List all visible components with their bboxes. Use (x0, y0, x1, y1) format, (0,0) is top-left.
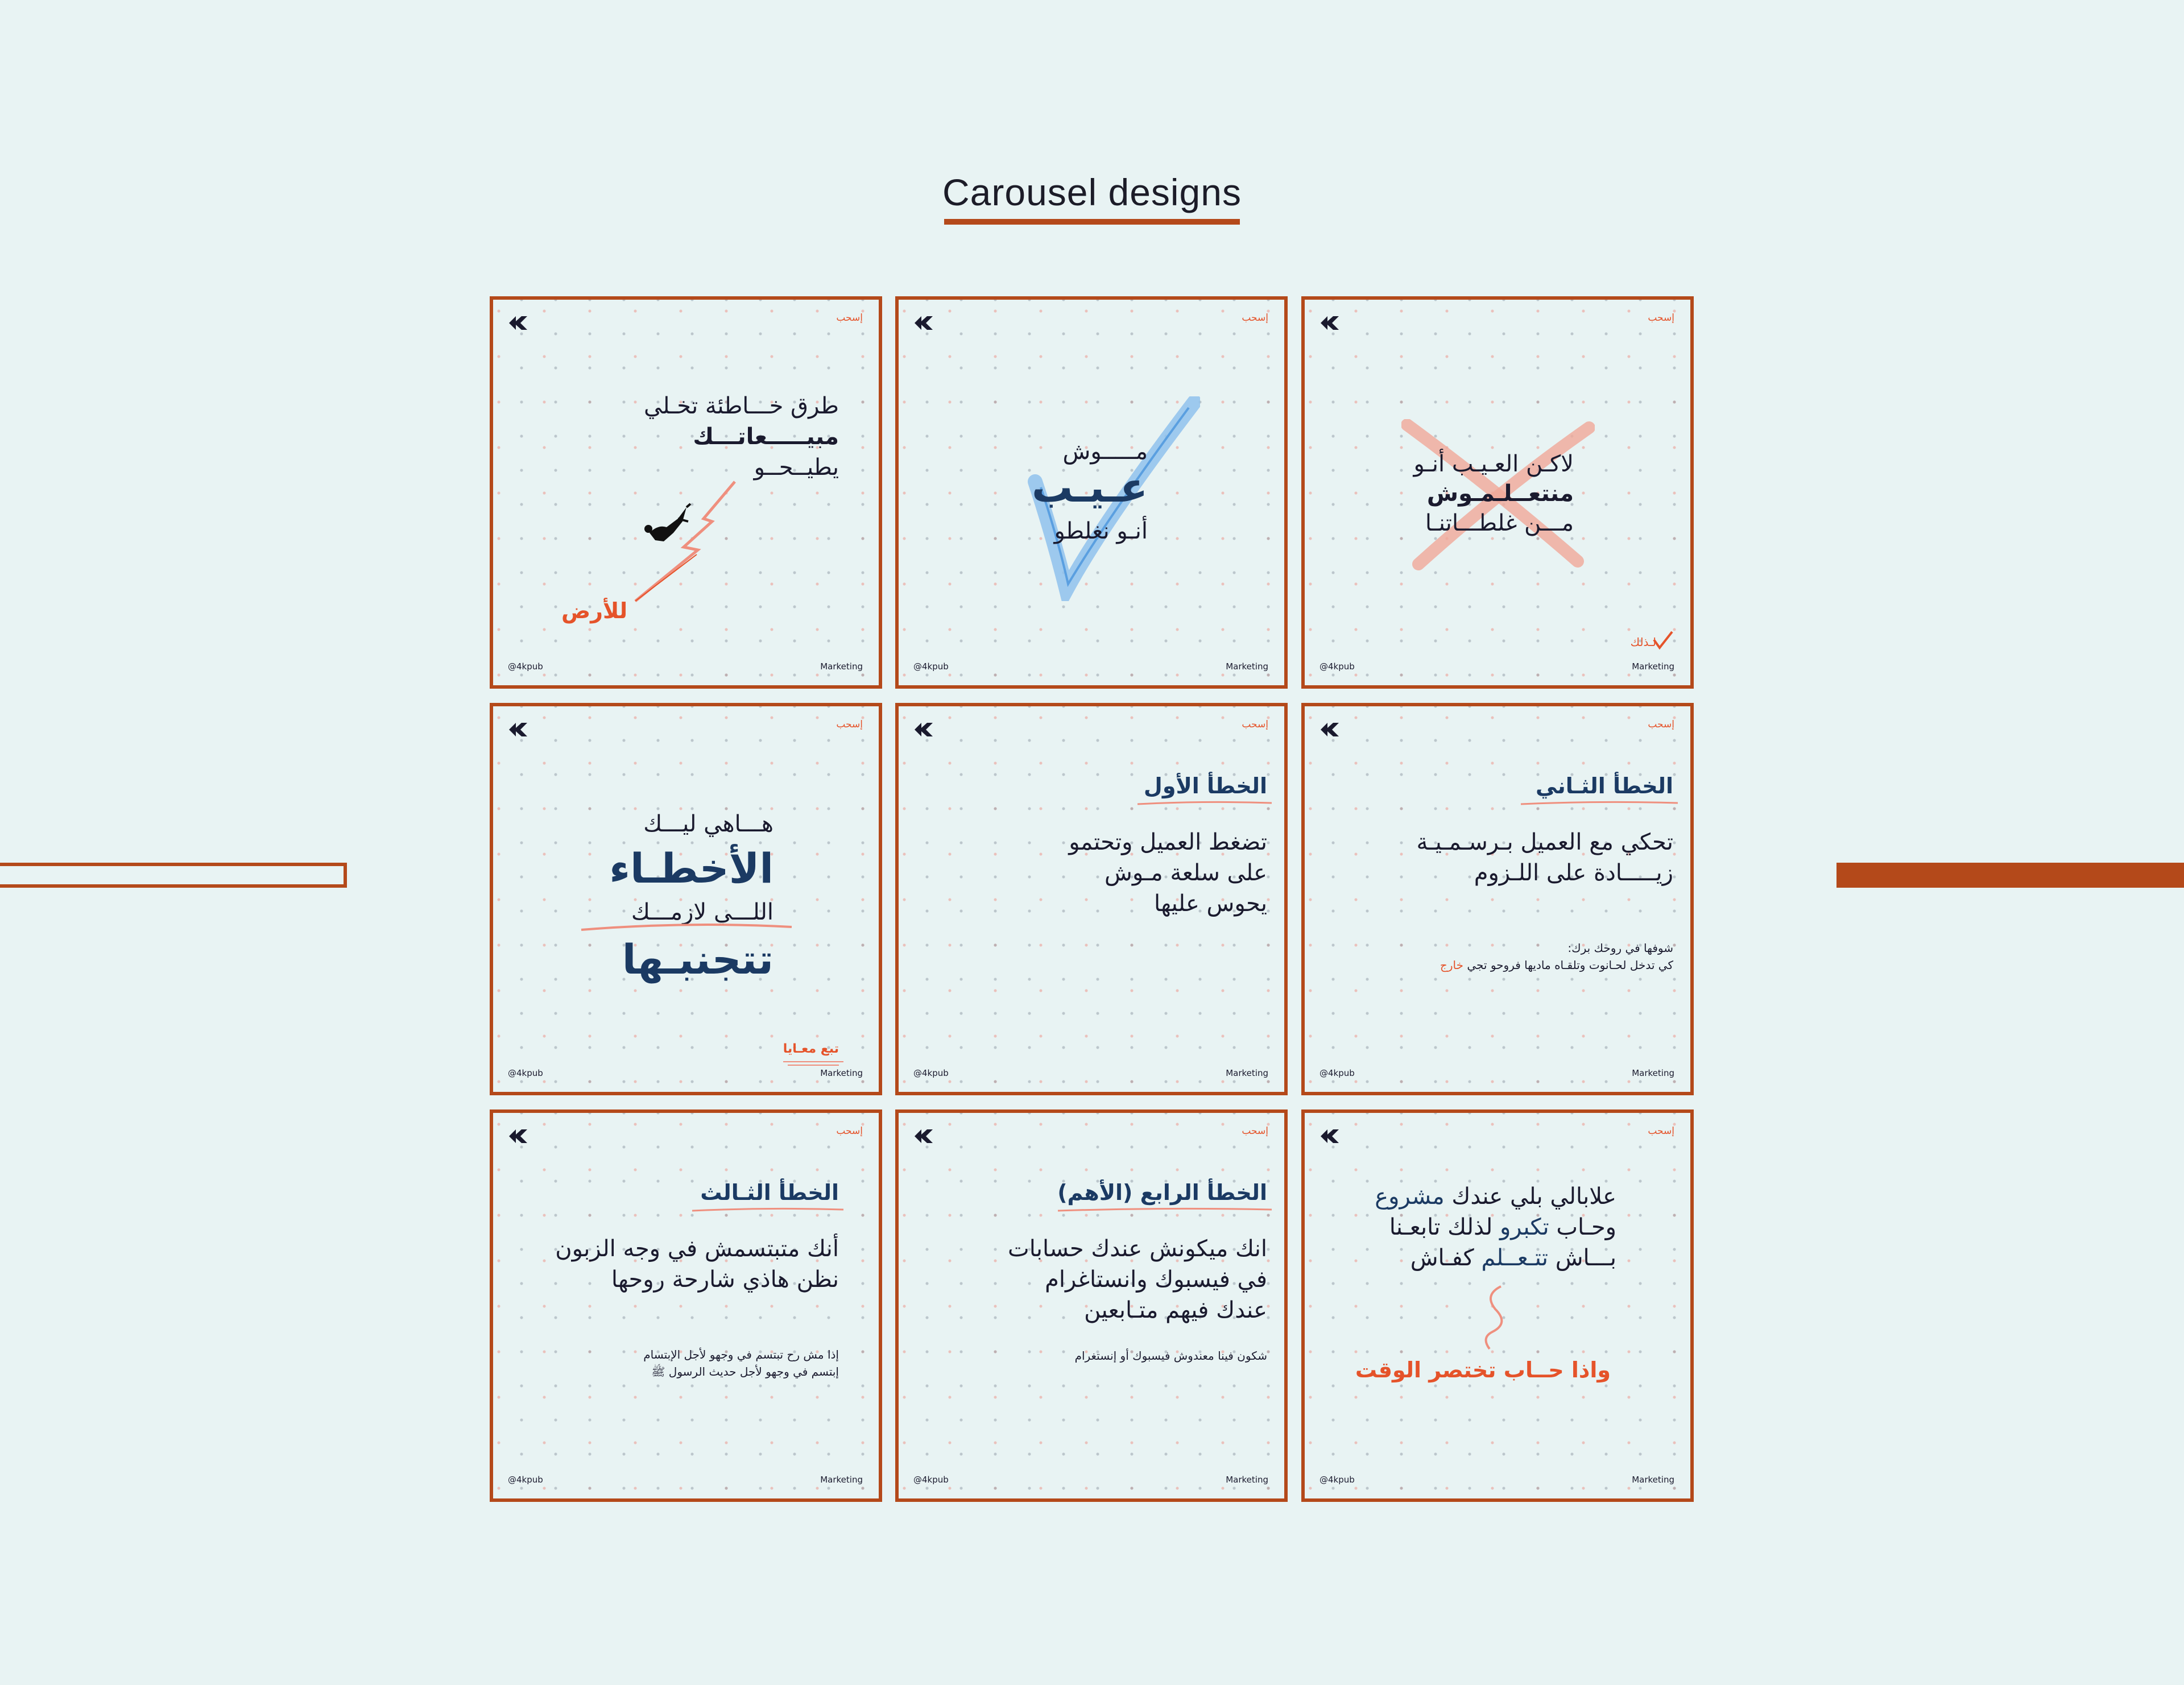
4k-logo-icon (508, 1128, 528, 1145)
handle-text: @4kpub (913, 1475, 949, 1485)
swipe-hint: إسحب (1242, 312, 1268, 324)
category-text: Marketing (820, 661, 863, 672)
carousel-card-7[interactable] (490, 1109, 882, 1502)
page-title: Carousel designs (942, 171, 1242, 213)
card-line: مـــــوش (1062, 438, 1148, 465)
card-line (1332, 1212, 1616, 1243)
card-line: مـــن غلطـــاتنـا (1425, 510, 1574, 536)
card-line: أنـو نغلطو (1054, 518, 1148, 544)
card-line: طرق خـــاطئة تخـلي (643, 393, 839, 419)
handle-text: @4kpub (1320, 1068, 1355, 1078)
4k-logo-icon (1320, 721, 1340, 738)
4k-logo-icon (913, 721, 934, 738)
text-part: كفـاش (1410, 1245, 1474, 1271)
category-text: Marketing (1226, 1475, 1268, 1485)
category-text: Marketing (1226, 661, 1268, 672)
card-bottom-text: للأرض (561, 598, 628, 623)
handle-text: @4kpub (913, 1068, 949, 1078)
card-line: على سلعة مـوش (1104, 860, 1267, 886)
card-bottom-text: واذا حــاب تختصر الوقت (1355, 1357, 1611, 1382)
card-line: في فيسبوك وانستاغرام (1045, 1266, 1267, 1293)
carousel-card-5[interactable] (895, 703, 1288, 1095)
carousel-card-1[interactable] (490, 296, 882, 689)
handle-text: @4kpub (508, 1475, 543, 1485)
card-line: زيـــــادة على اللـزوم (1474, 860, 1673, 886)
card-line: عندك فيهم متـابعين (1084, 1297, 1267, 1323)
text-highlight: تتـعــلم (1481, 1245, 1548, 1271)
underline-stroke (691, 1206, 845, 1214)
note-text: كي تدخل لحـانوت وتلقـاه ماديها فروحو تجي (1467, 958, 1673, 972)
card-line (1332, 1181, 1616, 1212)
squiggle-icon (1475, 1284, 1515, 1352)
swipe-hint: إسحب (1648, 1125, 1674, 1137)
card-heading: الخطأ الثـالث (700, 1180, 839, 1205)
follow-hint[interactable]: تبع معـايا (783, 1042, 839, 1056)
carousel-card-8[interactable] (895, 1109, 1288, 1502)
next-hint[interactable]: لـذلك (1630, 635, 1656, 649)
card-line: يطيــحــو (754, 454, 839, 481)
category-text: Marketing (1632, 661, 1674, 672)
card-line: أنك متبتسمش في وجه الزبون (555, 1236, 839, 1262)
card-line: تضغط العميل وتحتمو (1069, 829, 1267, 855)
swipe-hint: إسحب (836, 312, 863, 324)
text-highlight: مشروع (1375, 1183, 1445, 1210)
carousel-card-6[interactable] (1301, 703, 1694, 1095)
swipe-hint: إسحب (1242, 719, 1268, 730)
swipe-hint: إسحب (836, 719, 863, 730)
note-line: شوفها في روحك برك: (1567, 941, 1673, 955)
text-part: بـــاش (1555, 1245, 1616, 1271)
card-heading: الخطأ الرابع (الأهم) (1057, 1180, 1267, 1205)
text-part: وحـاب (1556, 1214, 1616, 1240)
card-line: الأخطـاء (609, 844, 774, 892)
card-line: عـيـب (1031, 463, 1148, 511)
underline-stroke (578, 921, 795, 933)
check-mark-icon (1652, 630, 1674, 650)
swipe-hint: إسحب (1648, 719, 1674, 730)
card-line: مبيـــــعاتـــك (693, 424, 839, 450)
category-text: Marketing (1632, 1475, 1674, 1485)
card-line: لاكـن العـيـب أنـو (1413, 451, 1574, 477)
note-line: إذا مش رح تبتسم في وجهو لأجل الإبتسام (643, 1348, 839, 1361)
carousel-card-9[interactable] (1301, 1109, 1694, 1502)
text-highlight: تكبرو (1499, 1214, 1549, 1240)
handle-text: @4kpub (1320, 1475, 1355, 1485)
handle-text: @4kpub (508, 1068, 543, 1078)
4k-logo-icon (913, 1128, 934, 1145)
carousel-prev-bar[interactable] (0, 863, 347, 888)
card-line: هـــاهي ليـــك (643, 811, 774, 837)
category-text: Marketing (1632, 1068, 1674, 1078)
handle-text: @4kpub (1320, 661, 1355, 672)
carousel-next-bar[interactable] (1836, 863, 2184, 888)
underline-stroke (782, 1059, 845, 1067)
falling-person-icon (638, 502, 695, 547)
card-line: نظن هاذي شارحة روحها (611, 1266, 839, 1293)
card-line: انك ميكونش عندك حسابات (1008, 1236, 1267, 1262)
4k-logo-icon (1320, 1128, 1340, 1145)
card-line: تتجنبـها (622, 935, 774, 983)
category-text: Marketing (820, 1475, 863, 1485)
title-underline (944, 219, 1240, 225)
category-text: Marketing (820, 1068, 863, 1078)
4k-logo-icon (913, 314, 934, 332)
card-line: منتعــلـمـوش (1426, 481, 1574, 507)
card-line: يحوس عليها (1154, 891, 1267, 917)
card-line: اللـــي لازمـــك (631, 899, 774, 925)
4k-logo-icon (1320, 314, 1340, 332)
underline-stroke (1136, 800, 1273, 808)
carousel-card-3[interactable] (1301, 296, 1694, 689)
handle-text: @4kpub (508, 661, 543, 672)
underline-stroke (1520, 800, 1679, 808)
note-line: شكون فينا معندوش فيسبوك أو إنستغرام (1074, 1349, 1267, 1363)
category-text: Marketing (1226, 1068, 1268, 1078)
carousel-card-4[interactable] (490, 703, 882, 1095)
card-heading: الخطأ الأول (1143, 773, 1267, 798)
swipe-hint: إسحب (1648, 312, 1674, 324)
text-part: لذلك تابعـنا (1389, 1214, 1493, 1240)
carousel-card-2[interactable] (895, 296, 1288, 689)
underline-stroke (1057, 1206, 1273, 1214)
4k-logo-icon (508, 721, 528, 738)
card-line (1332, 1243, 1616, 1273)
4k-logo-icon (508, 314, 528, 332)
note-highlight: خارج (1440, 958, 1463, 972)
card-line: تحكي مع العميل بـرسـمـيـة (1416, 829, 1673, 855)
swipe-hint: إسحب (836, 1125, 863, 1137)
card-heading: الخطأ الثـاني (1536, 773, 1673, 798)
note-line (1332, 957, 1673, 974)
swipe-hint: إسحب (1242, 1125, 1268, 1137)
note-line: إبتسم في وجهو لأجل حديث الرسول ﷺ (651, 1365, 839, 1378)
text-part: علابالي بلي عندك (1451, 1183, 1616, 1210)
handle-text: @4kpub (913, 661, 949, 672)
